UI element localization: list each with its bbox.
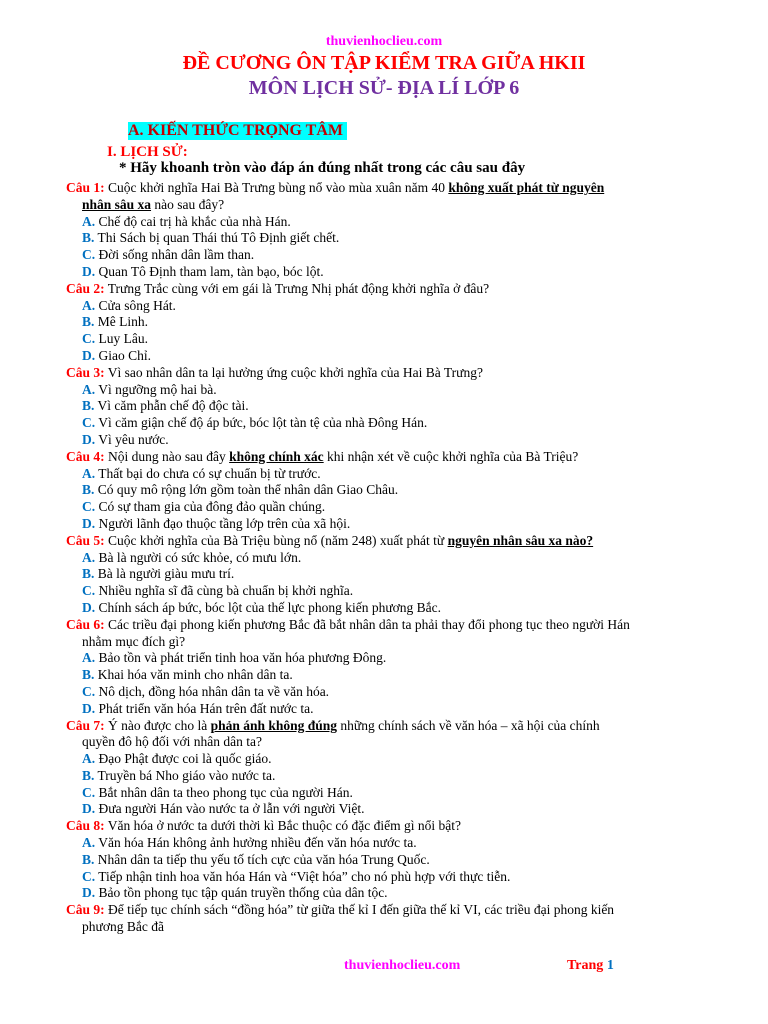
- question: [66, 718, 706, 752]
- option-text: Phát triển văn hóa Hán trên đất nước ta.: [95, 700, 314, 716]
- answer-option: [66, 214, 706, 231]
- option-letter: C.: [82, 868, 96, 884]
- option-text: Bắt nhân dân ta theo phong tục của người Hán.: [95, 784, 353, 800]
- answer-option: [66, 835, 706, 852]
- answer-option: [66, 482, 706, 499]
- option-text: Bảo tồn phong tục tập quán truyền thống của dân tộc.: [95, 885, 388, 901]
- question-text: Để tiếp tục chính sách “đồng hóa” từ giữa thế kỉ I đến giữa thế kỉ VI, các triều đại phong kiến: [104, 902, 615, 918]
- option-text: Chế độ cai trị hà khắc của nhà Hán.: [95, 213, 291, 229]
- option-letter: D.: [82, 885, 96, 901]
- question-text: Văn hóa ở nước ta dưới thời kì Bắc thuộc có đặc điểm gì nổi bật?: [104, 818, 461, 834]
- question-text: Các triều đại phong kiến phương Bắc đã bắt nhân dân ta phải thay đổi phong tục theo người Hán: [104, 616, 630, 632]
- answer-option: [66, 801, 706, 818]
- answer-option: [66, 684, 706, 701]
- question-label: Câu 8:: [66, 818, 105, 834]
- option-text: Chính sách áp bức, bóc lột của thế lực phong kiến phương Bắc.: [95, 599, 442, 615]
- option-letter: A.: [82, 650, 96, 666]
- question-text: quyền đô hộ đối với nhân dân ta?: [82, 734, 262, 750]
- section-heading: A. KIẾN THỨC TRỌNG TÂM: [128, 122, 347, 140]
- option-text: Văn hóa Hán không ảnh hưởng nhiều đến văn hóa nước ta.: [95, 835, 417, 851]
- answer-option: [66, 516, 706, 533]
- answer-option: [66, 247, 706, 264]
- option-text: Vì ngưỡng mộ hai bà.: [95, 381, 217, 397]
- option-text: Nô dịch, đồng hóa nhân dân ta về văn hóa.: [95, 683, 330, 699]
- option-letter: D.: [82, 431, 96, 447]
- option-letter: A.: [82, 835, 96, 851]
- question: [66, 818, 706, 835]
- option-text: Đời sống nhân dân lầm than.: [95, 247, 255, 263]
- option-letter: B.: [82, 851, 95, 867]
- answer-option: [66, 348, 706, 365]
- question-text: khi nhận xét về cuộc khởi nghĩa của Bà Triệu?: [323, 448, 579, 464]
- answer-option: [66, 667, 706, 684]
- site-name-header: thuvienhoclieu.com: [325, 34, 443, 49]
- answer-option: [66, 331, 706, 348]
- option-text: Cửa sông Hát.: [95, 297, 176, 313]
- question-label: Câu 9:: [66, 902, 105, 918]
- document-subtitle: MÔN LỊCH SỬ- ĐỊA LÍ LỚP 6: [248, 77, 520, 99]
- question-text: phương Bắc đã: [82, 919, 164, 935]
- option-letter: A.: [82, 751, 96, 767]
- answer-option: [66, 566, 706, 583]
- option-letter: A.: [82, 381, 96, 397]
- answer-option: [66, 583, 706, 600]
- question-emphasis: nguyên nhân sâu xa nào?: [447, 532, 594, 548]
- option-letter: B.: [82, 314, 95, 330]
- answer-option: [66, 264, 706, 281]
- answer-option: [66, 785, 706, 802]
- option-text: Nhân dân ta tiếp thu yếu tố tích cực của văn hóa Trung Quốc.: [94, 851, 430, 867]
- instruction-text: * Hãy khoanh tròn vào đáp án đúng nhất trong các câu sau đây: [119, 160, 526, 176]
- question-text: Cuộc khởi nghĩa của Bà Triệu bùng nổ (năm 248) xuất phát từ: [104, 532, 448, 548]
- option-letter: C.: [82, 499, 96, 515]
- question: [66, 365, 706, 382]
- question-label: Câu 6:: [66, 616, 105, 632]
- question-emphasis: không chính xác: [229, 448, 324, 464]
- option-letter: B.: [82, 767, 95, 783]
- option-text: Thi Sách bị quan Thái thú Tô Định giết chết.: [94, 230, 340, 246]
- question: [66, 617, 706, 651]
- question-continuation: [66, 919, 706, 936]
- question: [66, 533, 706, 550]
- option-letter: B.: [82, 482, 95, 498]
- option-letter: C.: [82, 683, 96, 699]
- option-letter: B.: [82, 667, 95, 683]
- option-text: Bà là người giàu mưu trí.: [94, 566, 235, 582]
- question-continuation: [66, 734, 706, 751]
- option-letter: D.: [82, 700, 96, 716]
- site-name-footer: thuvienhoclieu.com: [344, 958, 461, 973]
- question-continuation: [66, 197, 706, 214]
- question-label: Câu 7:: [66, 717, 105, 733]
- question-label: Câu 2:: [66, 280, 105, 296]
- question-text: những chính sách về văn hóa – xã hội của chính: [337, 717, 600, 733]
- question-emphasis: phản ánh không đúng: [210, 717, 338, 733]
- option-letter: D.: [82, 801, 96, 817]
- answer-option: [66, 298, 706, 315]
- option-letter: C.: [82, 415, 96, 431]
- option-letter: A.: [82, 549, 96, 565]
- question-text: nhằm mục đích gì?: [82, 633, 186, 649]
- answer-option: [66, 550, 706, 567]
- question-text: Vì sao nhân dân ta lại hưởng ứng cuộc khởi nghĩa của Hai Bà Trưng?: [104, 364, 483, 380]
- option-letter: D.: [82, 347, 96, 363]
- answer-option: [66, 230, 706, 247]
- answer-option: [66, 751, 706, 768]
- answer-option: [66, 432, 706, 449]
- option-text: Nhiều nghĩa sĩ đã cùng bà chuẩn bị khởi nghĩa.: [95, 583, 354, 599]
- question-emphasis: không xuất phát từ nguyên: [448, 180, 605, 195]
- option-letter: B.: [82, 230, 95, 246]
- option-letter: A.: [82, 297, 96, 313]
- question: [66, 180, 706, 214]
- answer-option: [66, 398, 706, 415]
- option-text: Thất bại do chưa có sự chuẩn bị từ trước.: [95, 465, 321, 481]
- answer-option: [66, 701, 706, 718]
- document-title: ĐỀ CƯƠNG ÔN TẬP KIỂM TRA GIỮA HKII: [182, 52, 586, 74]
- question-label: Câu 4:: [66, 448, 105, 464]
- answer-option: [66, 885, 706, 902]
- option-text: Khai hóa văn minh cho nhân dân ta.: [94, 667, 293, 683]
- option-text: Bà là người có sức khỏe, có mưu lớn.: [95, 549, 302, 565]
- question-label: Câu 3:: [66, 364, 105, 380]
- page-label: Trang: [567, 958, 604, 973]
- option-letter: A.: [82, 465, 96, 481]
- option-letter: A.: [82, 213, 96, 229]
- option-letter: B.: [82, 398, 95, 414]
- option-letter: D.: [82, 515, 96, 531]
- option-text: Tiếp nhận tinh hoa văn hóa Hán và “Việt hóa” cho nó phù hợp với thực tiễn.: [95, 868, 511, 884]
- option-letter: C.: [82, 247, 96, 263]
- question: [66, 281, 706, 298]
- answer-option: [66, 869, 706, 886]
- option-text: Quan Tô Định tham lam, tàn bạo, bóc lột.: [95, 263, 324, 279]
- option-text: Giao Chỉ.: [95, 347, 151, 363]
- option-text: Mê Linh.: [94, 314, 149, 330]
- question-text: Ý nào được cho là: [104, 717, 211, 733]
- option-text: Truyền bá Nho giáo vào nước ta.: [94, 767, 276, 783]
- option-text: Bảo tồn và phát triển tinh hoa văn hóa phương Đông.: [95, 650, 387, 666]
- option-letter: D.: [82, 263, 96, 279]
- option-text: Đưa người Hán vào nước ta ở lẫn với người Việt.: [95, 801, 365, 817]
- question-text: nào sau đây?: [151, 196, 225, 212]
- answer-option: [66, 314, 706, 331]
- question-list: [66, 180, 706, 936]
- answer-option: [66, 852, 706, 869]
- question-text: Cuộc khởi nghĩa Hai Bà Trưng bùng nổ vào mùa xuân năm 40: [104, 180, 449, 195]
- option-letter: B.: [82, 566, 95, 582]
- option-letter: C.: [82, 583, 96, 599]
- question-label: Câu 5:: [66, 532, 105, 548]
- option-letter: C.: [82, 784, 96, 800]
- subsection-heading: I. LỊCH SỬ:: [107, 144, 188, 160]
- answer-option: [66, 650, 706, 667]
- page-number: 1: [606, 958, 614, 973]
- option-text: Vì căm phẫn chế độ độc tài.: [94, 398, 249, 414]
- answer-option: [66, 415, 706, 432]
- option-text: Vì yêu nước.: [95, 431, 169, 447]
- answer-option: [66, 768, 706, 785]
- option-text: Đạo Phật được coi là quốc giáo.: [95, 751, 272, 767]
- answer-option: [66, 466, 706, 483]
- answer-option: [66, 600, 706, 617]
- question: [66, 449, 706, 466]
- page-indicator: [567, 958, 614, 974]
- option-text: Người lãnh đạo thuộc tầng lớp trên của xã hội.: [95, 515, 351, 531]
- question-text: Nội dung nào sau đây: [104, 448, 230, 464]
- question: [66, 902, 706, 936]
- answer-option: [66, 499, 706, 516]
- option-letter: D.: [82, 599, 96, 615]
- option-text: Có sự tham gia của đông đảo quần chúng.: [95, 499, 326, 515]
- option-letter: C.: [82, 331, 96, 347]
- question-label: Câu 1:: [66, 180, 105, 195]
- question-continuation: [66, 634, 706, 651]
- question-emphasis: nhân sâu xa: [82, 196, 152, 212]
- option-text: Có quy mô rộng lớn gồm toàn thể nhân dân Giao Châu.: [94, 482, 399, 498]
- option-text: Luy Lâu.: [95, 331, 148, 347]
- question-text: Trưng Trắc cùng với em gái là Trưng Nhị phát động khởi nghĩa ở đâu?: [104, 280, 490, 296]
- answer-option: [66, 382, 706, 399]
- option-text: Vì căm giận chế độ áp bức, bóc lột tàn tệ của nhà Đông Hán.: [95, 415, 428, 431]
